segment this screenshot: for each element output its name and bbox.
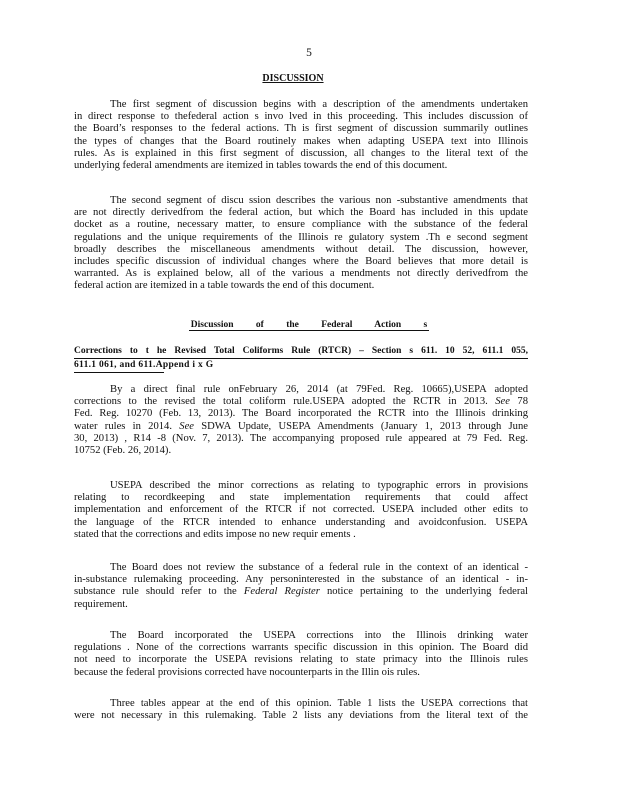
paragraph-line: USEPA described the minor corrections as relating to typographic errors in provisions: [110, 480, 528, 491]
sub-heading-text: Discussion of the Federal Action s: [190, 320, 428, 330]
paragraph-line: The first segment of discussion begins with a description of the amendments undertaken: [110, 99, 528, 110]
paragraph-line: substance rule should refer to the Federal Register notice pertaining to the underlying federal: [74, 586, 528, 598]
paragraph-line: were not necessary in this rulemaking. Table 2 lists any deviations from the literal text of the: [74, 710, 528, 722]
paragraph-7: [74, 698, 528, 722]
paragraph-line: requirement.: [74, 598, 128, 610]
paragraph-line: regulations and the unique requirements of the Illinois re gulatory system .Th e second segment: [74, 231, 528, 243]
paragraph-line: the Board’s responses to the federal actions. Th is first segment of discussion summarily outlines: [74, 123, 528, 135]
paragraph-line: docket as a routine, necessary matter, to ensure compliance with the substance of the federal: [74, 219, 528, 231]
paragraph-line: implementation and enforcement of the RTCR if not corrected. USEPA included other edits to: [74, 504, 528, 516]
paragraph-line: regulations . None of the corrections warrants specific discussion in this opinion. The Board did: [74, 642, 528, 654]
paragraph-line: in direct response to thefederal action s invo lved in this proceeding. This includes discussion of: [74, 111, 528, 123]
paragraph-line: federal action are itemized in a table towards the end of this document.: [74, 280, 375, 292]
paragraph-line: 10752 (Feb. 26, 2014).: [74, 445, 172, 457]
paragraph-line: warranted. As is explained below, all of the various a mendments not directly derivedfrom the: [74, 268, 528, 280]
paragraph-line: By a direct final rule onFebruary 26, 2014 (at 79Fed. Reg. 10665),USEPA adopted: [110, 384, 528, 395]
paragraph-line: corrections to the revised the total coliform rule.USEPA adopted the RCTR in 2013. See 78: [74, 396, 528, 408]
paragraph-line: includes specific discussion of individual changes where the Board believes that more detail is: [74, 256, 528, 268]
paragraph-4: [74, 480, 528, 541]
paragraph-line: stated that the corrections and edits impose no new requir ements .: [74, 528, 356, 540]
paragraph-line: Three tables appear at the end of this opinion. Table 1 lists the USEPA corrections that: [110, 698, 528, 709]
section-heading: [0, 73, 618, 85]
paragraph-line: are not directly derivedfrom the federal action, but which the Board has included in this update: [74, 207, 528, 219]
paragraph-line: because the federal provisions corrected have nocounterparts in the Illin ois rules.: [74, 666, 420, 678]
paragraph-line: rules. As is explained in this first segment of discussion, all changes to the literal text of the: [74, 147, 528, 159]
paragraph-line: in-substance rulemaking proceeding. Any personinterested in the substance of an identical - in-: [74, 574, 528, 586]
paragraph-line: underlying federal amendments are itemized in tables towards the end of this document.: [74, 160, 448, 172]
federal-action-heading: [0, 319, 618, 331]
paragraph-line: relating to recordkeeping and state implementation requirements that could affect: [74, 492, 528, 504]
paragraph-line: the types of changes that the Board routinely makes when adapting USEPA text into Illinois: [74, 135, 528, 147]
paragraph-line: not need to incorporate the USEPA revisions relating to state primacy into the Illinois rules: [74, 654, 528, 666]
discussion-heading: DISCUSSION: [262, 73, 324, 84]
paragraph-line: broadly describes the miscellaneous amendments without detail. The discussion, however,: [74, 243, 528, 255]
rtcr-title-line: Corrections to t he Revised Total Coliforms Rule (RTCR) – Section s 611. 10 52, 611.1 055,: [74, 345, 528, 359]
paragraph-line: The Board incorporated the USEPA corrections into the Illinois drinking water: [110, 630, 528, 641]
paragraph-line: 30, 2013) , R14 -8 (Nov. 7, 2013). The accompanying proposed rule appeared at 79 Fed. Reg.: [74, 432, 528, 444]
paragraph-2: [74, 195, 528, 293]
page-number: 5: [306, 47, 312, 59]
paragraph-5: [74, 562, 528, 611]
paragraph-line: the language of the RTCR intended to enhance understanding and avoidconfusion. USEPA: [74, 516, 528, 528]
paragraph-line: The second segment of discu ssion describes the various non -substantive amendments that: [110, 195, 528, 206]
paragraph-6: [74, 630, 528, 679]
paragraph-1: [74, 99, 528, 172]
paragraph-3: [74, 384, 528, 457]
paragraph-line: water rules in 2014. See SDWA Update, USEPA Amendments (January 1, 2013 through June: [74, 420, 528, 432]
paragraph-line: The Board does not review the substance of a federal rule in the context of an identical -: [110, 562, 528, 573]
rtcr-title-line: 611.1 061, and 611.Append i x G: [74, 359, 164, 373]
paragraph-line: Fed. Reg. 10270 (Feb. 13, 2013). The Board incorporated the RCTR into the Illinois drinking: [74, 408, 528, 420]
rtcr-section-title: [74, 345, 528, 373]
